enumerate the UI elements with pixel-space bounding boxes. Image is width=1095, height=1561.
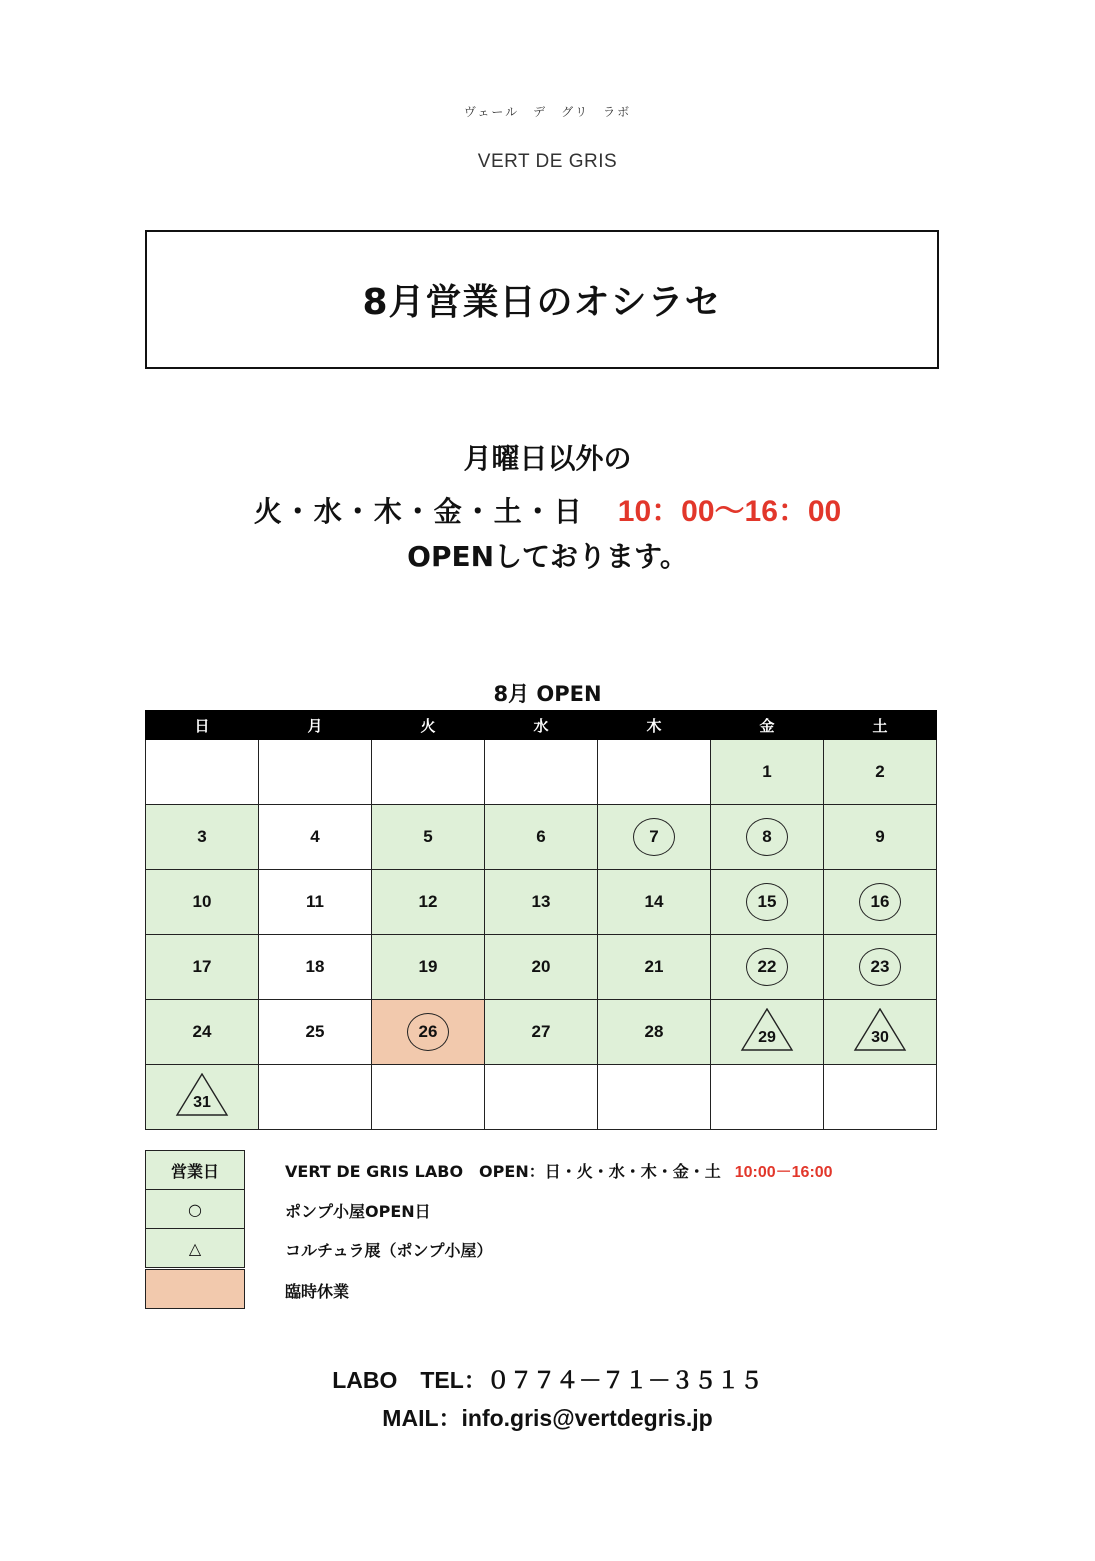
notice-line-2 xyxy=(0,486,1095,530)
calendar-title: 8月 OPEN xyxy=(493,682,602,706)
day-number: 29 xyxy=(758,1028,776,1046)
day-number: 1 xyxy=(762,762,772,781)
calendar-day-cell xyxy=(824,1065,937,1130)
calendar-day-cell xyxy=(259,870,372,935)
legend-circle-box xyxy=(145,1189,245,1229)
calendar-week-row xyxy=(146,740,937,805)
brand-name: VERT DE GRIS xyxy=(477,151,618,172)
day-number: 6 xyxy=(536,827,546,846)
day-number: 18 xyxy=(305,957,325,976)
calendar-day-cell xyxy=(824,740,937,805)
day-number: 9 xyxy=(875,827,885,846)
legend-triangle-symbol: △ xyxy=(188,1238,202,1258)
weekday-wed: 水 xyxy=(485,711,598,740)
open-hours: 10：00〜16：00 xyxy=(617,495,842,528)
day-number: 20 xyxy=(531,957,551,976)
calendar-day-cell xyxy=(146,805,259,870)
weekday-fri: 金 xyxy=(711,711,824,740)
day-number: 25 xyxy=(305,1022,325,1041)
calendar-day-cell xyxy=(146,1000,259,1065)
calendar-day-cell xyxy=(711,870,824,935)
calendar-day-cell xyxy=(598,870,711,935)
calendar-day-cell xyxy=(259,935,372,1000)
calendar-week-row xyxy=(146,1065,937,1130)
calendar-day-cell xyxy=(259,1000,372,1065)
weekday-sat: 土 xyxy=(824,711,937,740)
calendar-day-cell xyxy=(372,740,485,805)
legend-open-day-box xyxy=(145,1150,245,1190)
calendar-week-row xyxy=(146,805,937,870)
notice-line-3: OPENしております。 xyxy=(407,540,688,573)
calendar-day-cell xyxy=(372,935,485,1000)
contact-mail[interactable]: MAIL：info.gris@vertdegris.jp xyxy=(382,1405,713,1431)
page-title: 8月営業日のオシラセ xyxy=(362,282,722,323)
calendar-day-cell xyxy=(146,935,259,1000)
calendar-day-cell xyxy=(485,870,598,935)
calendar-day-cell xyxy=(372,1000,485,1065)
calendar-day-cell xyxy=(824,870,937,935)
calendar-day-cell xyxy=(485,1000,598,1065)
brand-kana: ヴェール デ グリ ラボ xyxy=(463,105,632,119)
legend-circle-text: ポンプ小屋OPEN日 xyxy=(285,1202,431,1221)
pump-hut-circle-mark: 8 xyxy=(746,818,788,856)
day-number: 31 xyxy=(193,1093,211,1111)
calendar-day-cell xyxy=(598,1000,711,1065)
legend-closed-text: 臨時休業 xyxy=(285,1282,350,1301)
legend-triangle-box xyxy=(145,1228,245,1268)
day-number: 2 xyxy=(875,762,885,781)
day-number: 11 xyxy=(306,892,324,911)
day-number: 14 xyxy=(644,892,664,911)
exhibition-triangle-mark xyxy=(853,1008,907,1052)
calendar-day-cell xyxy=(824,805,937,870)
legend-circle-symbol: ○ xyxy=(188,1199,202,1219)
calendar-day-cell xyxy=(598,805,711,870)
weekday-sun: 日 xyxy=(146,711,259,740)
calendar-day-cell xyxy=(259,1065,372,1130)
calendar-body xyxy=(146,740,937,1130)
day-number: 13 xyxy=(531,892,551,911)
contact-tel: LABO TEL：０７７４－７１－３５１５ xyxy=(332,1367,763,1393)
calendar-week-row xyxy=(146,935,937,1000)
day-number: 24 xyxy=(192,1022,212,1041)
weekday-header-row xyxy=(146,711,937,740)
day-number: 12 xyxy=(418,892,438,911)
calendar-day-cell xyxy=(146,1065,259,1130)
legend-triangle-text: コルチュラ展（ポンプ小屋） xyxy=(285,1241,493,1260)
calendar-day-cell xyxy=(259,740,372,805)
calendar-day-cell xyxy=(372,870,485,935)
day-number: 10 xyxy=(192,892,212,911)
day-number: 17 xyxy=(192,957,212,976)
calendar-day-cell xyxy=(485,1065,598,1130)
notice-line-1: 月曜日以外の xyxy=(463,442,632,475)
calendar-day-cell xyxy=(711,805,824,870)
day-number: 4 xyxy=(310,827,320,846)
weekday-thu: 木 xyxy=(598,711,711,740)
day-number: 5 xyxy=(423,827,433,846)
calendar-day-cell xyxy=(824,935,937,1000)
pump-hut-circle-mark: 16 xyxy=(859,883,901,921)
calendar-day-cell xyxy=(711,740,824,805)
calendar-day-cell xyxy=(485,805,598,870)
calendar-table xyxy=(145,710,937,1130)
legend-open-day-text xyxy=(285,1159,833,1182)
pump-hut-circle-mark: 7 xyxy=(633,818,675,856)
day-number: 28 xyxy=(644,1022,664,1041)
exhibition-triangle-mark xyxy=(175,1073,229,1117)
pump-hut-circle-mark: 23 xyxy=(859,948,901,986)
legend-open-hours: 10:00－16:00 xyxy=(734,1164,833,1181)
calendar-day-cell xyxy=(146,870,259,935)
calendar-week-row xyxy=(146,1000,937,1065)
calendar-day-cell xyxy=(146,740,259,805)
calendar-day-cell xyxy=(598,1065,711,1130)
day-number: 19 xyxy=(418,957,438,976)
weekday-mon: 月 xyxy=(259,711,372,740)
exhibition-triangle-mark xyxy=(740,1008,794,1052)
day-number: 3 xyxy=(197,827,207,846)
day-number: 21 xyxy=(644,957,664,976)
calendar-day-cell xyxy=(372,805,485,870)
title-box xyxy=(145,230,939,369)
calendar-week-row xyxy=(146,870,937,935)
pump-hut-circle-mark: 22 xyxy=(746,948,788,986)
calendar-day-cell xyxy=(711,1065,824,1130)
open-days: 火・水・木・金・土・日 xyxy=(253,495,584,528)
day-number: 27 xyxy=(531,1022,551,1041)
calendar-day-cell xyxy=(711,1000,824,1065)
calendar-day-cell xyxy=(485,935,598,1000)
calendar-day-cell xyxy=(372,1065,485,1130)
calendar-day-cell xyxy=(485,740,598,805)
day-number: 30 xyxy=(871,1028,889,1046)
calendar-day-cell xyxy=(259,805,372,870)
legend-closed-box xyxy=(145,1269,245,1309)
pump-hut-circle-mark: 26 xyxy=(407,1013,449,1051)
calendar-day-cell xyxy=(824,1000,937,1065)
weekday-tue: 火 xyxy=(372,711,485,740)
calendar-day-cell xyxy=(598,740,711,805)
calendar-day-cell xyxy=(711,935,824,1000)
calendar-day-cell xyxy=(598,935,711,1000)
legend-open-day-desc: VERT DE GRIS LABO OPEN：日・火・水・木・金・土 xyxy=(285,1162,721,1181)
pump-hut-circle-mark: 15 xyxy=(746,883,788,921)
legend-open-day-label: 営業日 xyxy=(170,1161,219,1181)
